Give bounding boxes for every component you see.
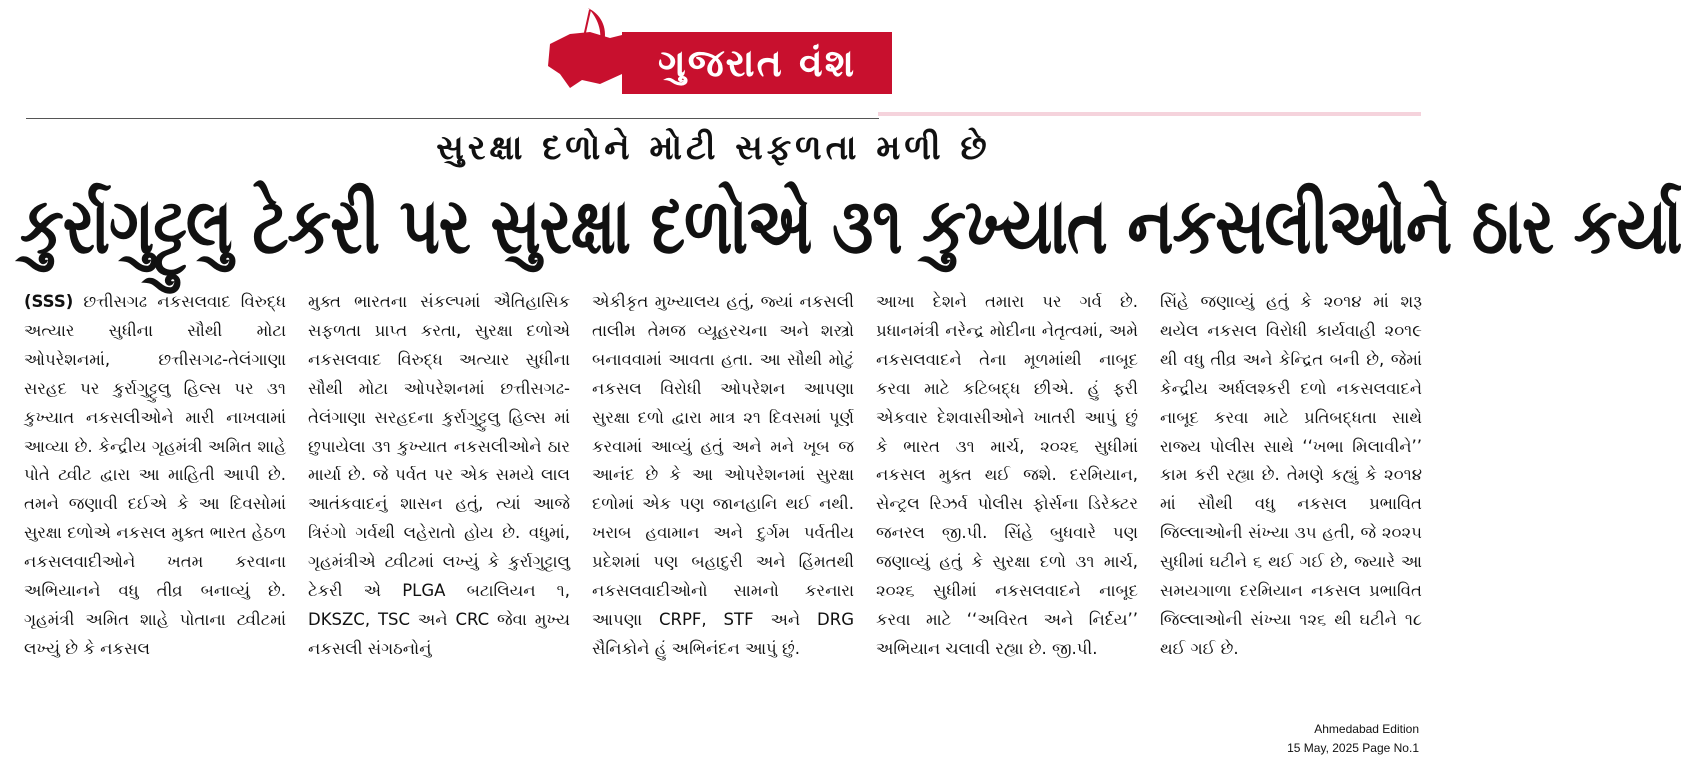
date-page-label: 15 May, 2025 Page No.1 xyxy=(1287,741,1419,755)
column-text: સિંહે જણાવ્યું હતું કે ૨૦૧૪ માં શરૂ થયેલ નકસલ વિરોધી કાર્યવાહી ૨૦૧૯ થી વધુ તીવ્ર અને કેન્દ્રિત બની છે, જેમાં કેન્દ્રીય અર્ધલશ્કરી દળો નકસલવાદને નાબૂદ કરવા માટે પ્રતિબદ્ધતા સાથે રાજ્ય પોલીસ સાથે ‘‘ખભા મિલાવીને’’ કામ કરી રહ્યા છે. તેમણે કહ્યું કે ૨૦૧૪ માં સૌથી વધુ નકસલ પ્રભાવિત જિલ્લાઓની સંખ્યા ૩૫ હતી, જે ૨૦૨૫ સુધીમાં ઘટીને ૬ થઈ ગઈ છે, જ્યારે આ સમયગાળા દરમિયાન નકસલ પ્રભાવિત જિલ્લાઓની સંખ્યા ૧૨૬ થી ઘટીને ૧૮ થઈ ગઈ છે. xyxy=(1160,292,1422,658)
column-text: આખા દેશને તમારા પર ગર્વ છે. પ્રધાનમંત્રી નરેન્દ્ર મોદીના નેતૃત્વમાં, અમે નકસલવાદને તેના મૂળમાંથી નાબૂદ કરવા માટે કટિબદ્ધ છીએ. હું ફરી એકવાર દેશવાસીઓને ખાતરી આપું છું કે ભારત ૩૧ માર્ચ, ૨૦૨૬ સુધીમાં નકસલ મુક્ત થઈ જશે. દરમિયાન, સેન્ટ્રલ રિઝર્વ પોલીસ ફોર્સના ડિરેક્ટર જનરલ જી.પી. સિંહે બુધવારે પણ જણાવ્યું હતું કે સુરક્ષા દળો ૩૧ માર્ચ, ૨૦૨૬ સુધીમાં નકસલવાદને નાબૂદ કરવા માટે ‘‘અવિરત અને નિર્દય’’ અભિયાન ચલાવી રહ્યા છે. જી.પી. xyxy=(876,292,1138,658)
source-tag: (SSS) xyxy=(24,292,74,311)
article-column-3 xyxy=(592,288,854,708)
header-accent-rule xyxy=(878,112,1421,116)
sub-headline: સુરક્ષા દળોને મોટી સફળતા મળી છે xyxy=(436,128,991,168)
article-column-5 xyxy=(1160,288,1422,708)
edition-footer xyxy=(1287,720,1419,758)
edition-label: Ahmedabad Edition xyxy=(1314,722,1419,736)
article-body xyxy=(24,288,1424,708)
brand-name: ગુજરાત વંશ xyxy=(622,32,892,94)
article-column-2 xyxy=(308,288,570,708)
column-text: એકીકૃત મુખ્યાલય હતું, જ્યાં નકસલી તાલીમ તેમજ વ્યૂહરચના અને શસ્ત્રો બનાવવામાં આવતા હતા. આ સૌથી મોટું નકસલ વિરોધી ઓપરેશન આપણા સુરક્ષા દળો દ્વારા માત્ર ૨૧ દિવસમાં પૂર્ણ કરવામાં આવ્યું હતું અને મને ખૂબ જ આનંદ છે કે આ ઓપરેશનમાં સુરક્ષા દળોમાં એક પણ જાનહાનિ થઈ નથી. ખરાબ હવામાન અને દુર્ગમ પર્વતીય પ્રદેશમાં પણ બહાદુરી અને હિંમતથી નકસલવાદીઓનો સામનો કરનારા આપણા CRPF, STF અને DRG સૈનિકોને હું અભિનંદન આપું છું. xyxy=(592,292,854,658)
masthead-logo xyxy=(530,4,892,96)
header-divider xyxy=(26,118,879,119)
article-column-4 xyxy=(876,288,1138,708)
main-headline: કુર્રાગુટ્ટુલુ ટેકરી પર સુરક્ષા દળોએ ૩૧ કુખ્યાત નકસલીઓને ઠાર કર્યા xyxy=(20,180,1681,272)
article-column-1 xyxy=(24,288,286,708)
column-text: છત્તીસગઢ નકસલવાદ વિરુદ્ધ અત્યાર સુધીના સૌથી મોટા ઓપરેશનમાં, છત્તીસગઢ-તેલંગાણા સરહદ પર કુર્રાગુટ્ટુલુ હિલ્સ પર ૩૧ કુખ્યાત નકસલીઓને મારી નાખવામાં આવ્યા છે. કેન્દ્રીય ગૃહમંત્રી અમિત શાહે પોતે ટ્વીટ દ્વારા આ માહિતી આપી છે. તમને જણાવી દઈએ કે આ દિવસોમાં સુરક્ષા દળોએ નકસલ મુક્ત ભારત હેઠળ નકસલવાદીઓને ખતમ કરવાના અભિયાનને વધુ તીવ્ર બનાવ્યું છે. ગૃહમંત્રી અમિત શાહે પોતાના ટ્વીટમાં લખ્યું છે કે નકસલ xyxy=(24,292,286,658)
column-text: મુક્ત ભારતના સંકલ્પમાં ઐતિહાસિક સફળતા પ્રાપ્ત કરતા, સુરક્ષા દળોએ નકસલવાદ વિરુદ્ધ અત્યાર સુધીના સૌથી મોટા ઓપરેશનમાં છત્તીસગઢ-તેલંગાણા સરહદના કુર્રાગુટ્ટુલુ હિલ્સ માં છુપાયેલા ૩૧ કુખ્યાત નકસલીઓને ઠાર માર્યા છે. જે પર્વત પર એક સમયે લાલ આતંકવાદનું શાસન હતું, ત્યાં આજે ત્રિરંગો ગર્વથી લહેરાતો હોય છે. વધુમાં, ગૃહમંત્રીએ ટ્વીટમાં લખ્યું કે કુર્રાગુટ્ટાલુ ટેકરી એ PLGA બટાલિયન ૧, DKSZC, TSC અને CRC જેવા મુખ્ય નકસલી સંગઠનોનું xyxy=(308,292,570,658)
